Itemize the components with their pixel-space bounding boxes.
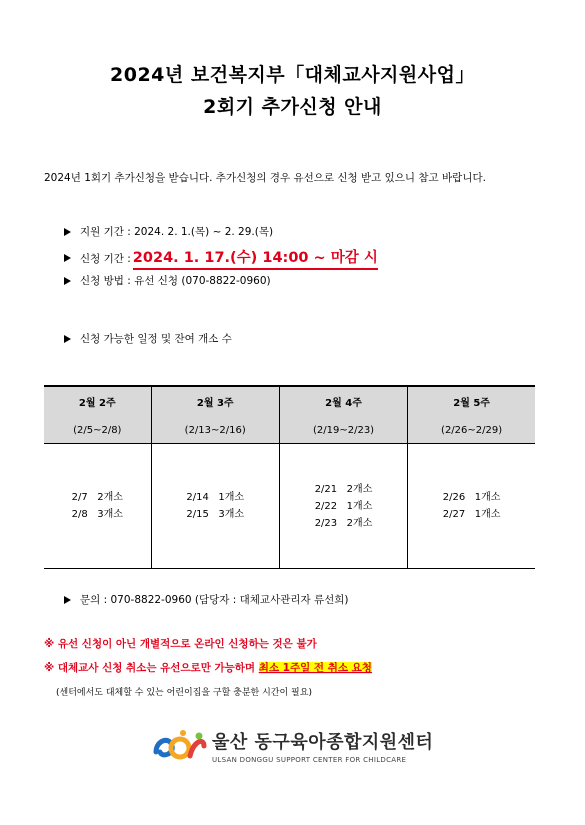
bullet-contact	[64, 592, 349, 607]
week-label: 2월 5주	[453, 398, 490, 409]
note-cancel-policy	[44, 660, 372, 675]
center-logo	[150, 728, 433, 764]
triangle-bullet-icon	[64, 228, 71, 236]
logo-english: ULSAN DONGGU SUPPORT CENTER FOR CHILDCARE	[212, 756, 407, 764]
slot-line: 2/27 1개소	[442, 509, 501, 520]
note-online-not-allowed: ※ 유선 신청이 아닌 개별적으로 온라인 신청하는 것은 불가	[44, 638, 317, 650]
title-line-2: 2회기 추가신청 안내	[203, 96, 382, 118]
week-range: (2/5~2/8)	[73, 425, 122, 436]
week-range: (2/26~2/29)	[441, 425, 503, 436]
week-range: (2/19~2/23)	[312, 425, 375, 436]
table-row	[44, 444, 535, 569]
table-header-cell	[408, 386, 535, 444]
title-line-1: 2024년 보건복지부「대체교사지원사업」	[110, 64, 475, 86]
table-header-cell	[151, 386, 279, 444]
logo-text	[212, 728, 433, 764]
bullet-apply-method	[64, 273, 271, 288]
triangle-bullet-icon	[64, 335, 71, 343]
note-sub-text: (센터에서도 대체할 수 있는 어린이집을 구할 충분한 시간이 필요)	[56, 688, 312, 698]
triangle-bullet-icon	[64, 254, 71, 262]
slot-line: 2/15 3개소	[186, 509, 245, 520]
slot-line: 2/26 1개소	[442, 492, 501, 503]
bullet-apply-period	[64, 246, 378, 270]
apply-period-value: 2024. 1. 17.(수) 14:00 ~ 마감 시	[133, 246, 378, 270]
bullet-schedule	[64, 331, 232, 346]
table-cell	[44, 444, 151, 569]
table-cell	[151, 444, 279, 569]
schedule-text: 신청 가능한 일정 및 잔여 개소 수	[80, 333, 232, 345]
table-header-cell	[44, 386, 151, 444]
slot-line: 2/8 3개소	[71, 509, 123, 520]
contact-text: 문의 : 070-8822-0960 (담당자 : 대체교사관리자 류선희)	[80, 594, 349, 606]
triangle-bullet-icon	[64, 596, 71, 604]
intro-text: 2024년 1회기 추가신청을 받습니다. 추가신청의 경우 유선으로 신청 받고 있으니 참고 바랍니다.	[44, 172, 486, 184]
table-header-row	[44, 386, 535, 444]
note-cancel-prefix: ※ 대체교사 신청 취소는 유선으로만 가능하며	[44, 662, 259, 674]
slot-line: 2/22 1개소	[314, 500, 373, 512]
logo-name: 울산 동구육아종합지원센터	[212, 732, 434, 753]
week-label: 2월 2주	[78, 398, 116, 409]
slot-line: 2/21 2개소	[314, 483, 373, 495]
support-period-text: 지원 기간 : 2024. 2. 1.(목) ~ 2. 29.(목)	[80, 226, 274, 238]
week-label: 2월 3주	[196, 398, 234, 409]
table-header-cell	[279, 386, 407, 444]
week-range: (2/13~2/16)	[184, 425, 246, 436]
slot-line: 2/14 1개소	[186, 492, 245, 503]
apply-method-text: 신청 방법 : 유선 신청 (070-8822-0960)	[80, 275, 271, 287]
slot-line: 2/23 2개소	[314, 517, 373, 529]
note-cancel-highlight: 최소 1주일 전 취소 요청	[258, 662, 372, 674]
bullet-support-period	[64, 224, 273, 239]
schedule-table	[44, 385, 535, 569]
triangle-bullet-icon	[64, 277, 71, 285]
table-cell	[408, 444, 535, 569]
slot-line: 2/7 2개소	[71, 492, 123, 503]
table-cell	[279, 444, 407, 569]
apply-period-label: 신청 기간 :	[80, 252, 131, 265]
logo-mark-icon	[150, 728, 208, 764]
week-label: 2월 4주	[325, 398, 362, 409]
